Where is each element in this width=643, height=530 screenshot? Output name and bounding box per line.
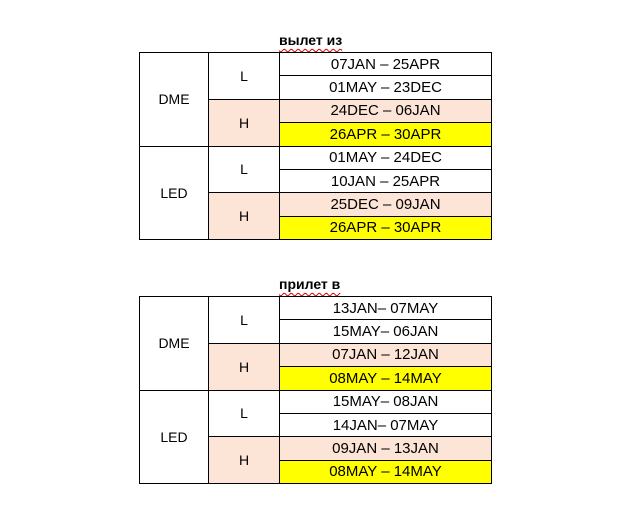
date-range-cell: 24DEC – 06JAN [280, 99, 492, 122]
date-range-cell: 13JAN– 07MAY [280, 297, 492, 320]
date-range-cell: 07JAN – 25APR [280, 53, 492, 76]
section-title-departure: вылет из [279, 32, 343, 48]
date-range-cell: 14JAN– 07MAY [280, 413, 492, 436]
season-high-cell: H [209, 99, 280, 146]
arrival-season-table [139, 296, 492, 484]
airport-code-cell: LED [140, 390, 209, 484]
season-high-cell: H [209, 437, 280, 484]
season-high-cell: H [209, 193, 280, 240]
date-range-cell: 08MAY – 14MAY [280, 460, 492, 483]
date-range-cell: 15MAY– 06JAN [280, 320, 492, 343]
airport-code-cell: DME [140, 297, 209, 391]
season-low-cell: L [209, 146, 280, 193]
airport-code-cell: DME [140, 53, 209, 147]
date-range-cell: 01MAY – 24DEC [280, 146, 492, 169]
date-range-cell: 01MAY – 23DEC [280, 76, 492, 99]
date-range-cell: 07JAN – 12JAN [280, 343, 492, 366]
season-low-cell: L [209, 297, 280, 344]
departure-season-table [139, 52, 492, 240]
table-row [140, 297, 492, 320]
season-low-cell: L [209, 390, 280, 437]
date-range-cell: 09JAN – 13JAN [280, 437, 492, 460]
table-row [140, 146, 492, 169]
section-title-arrival: прилет в [279, 276, 341, 292]
table-row [140, 53, 492, 76]
date-range-cell: 25DEC – 09JAN [280, 193, 492, 216]
season-high-cell: H [209, 343, 280, 390]
date-range-cell: 15MAY– 08JAN [280, 390, 492, 413]
date-range-cell: 26APR – 30APR [280, 123, 492, 146]
table-row [140, 390, 492, 413]
date-range-cell: 10JAN – 25APR [280, 169, 492, 192]
airport-code-cell: LED [140, 146, 209, 240]
season-low-cell: L [209, 53, 280, 100]
date-range-cell: 26APR – 30APR [280, 216, 492, 239]
date-range-cell: 08MAY – 14MAY [280, 367, 492, 390]
